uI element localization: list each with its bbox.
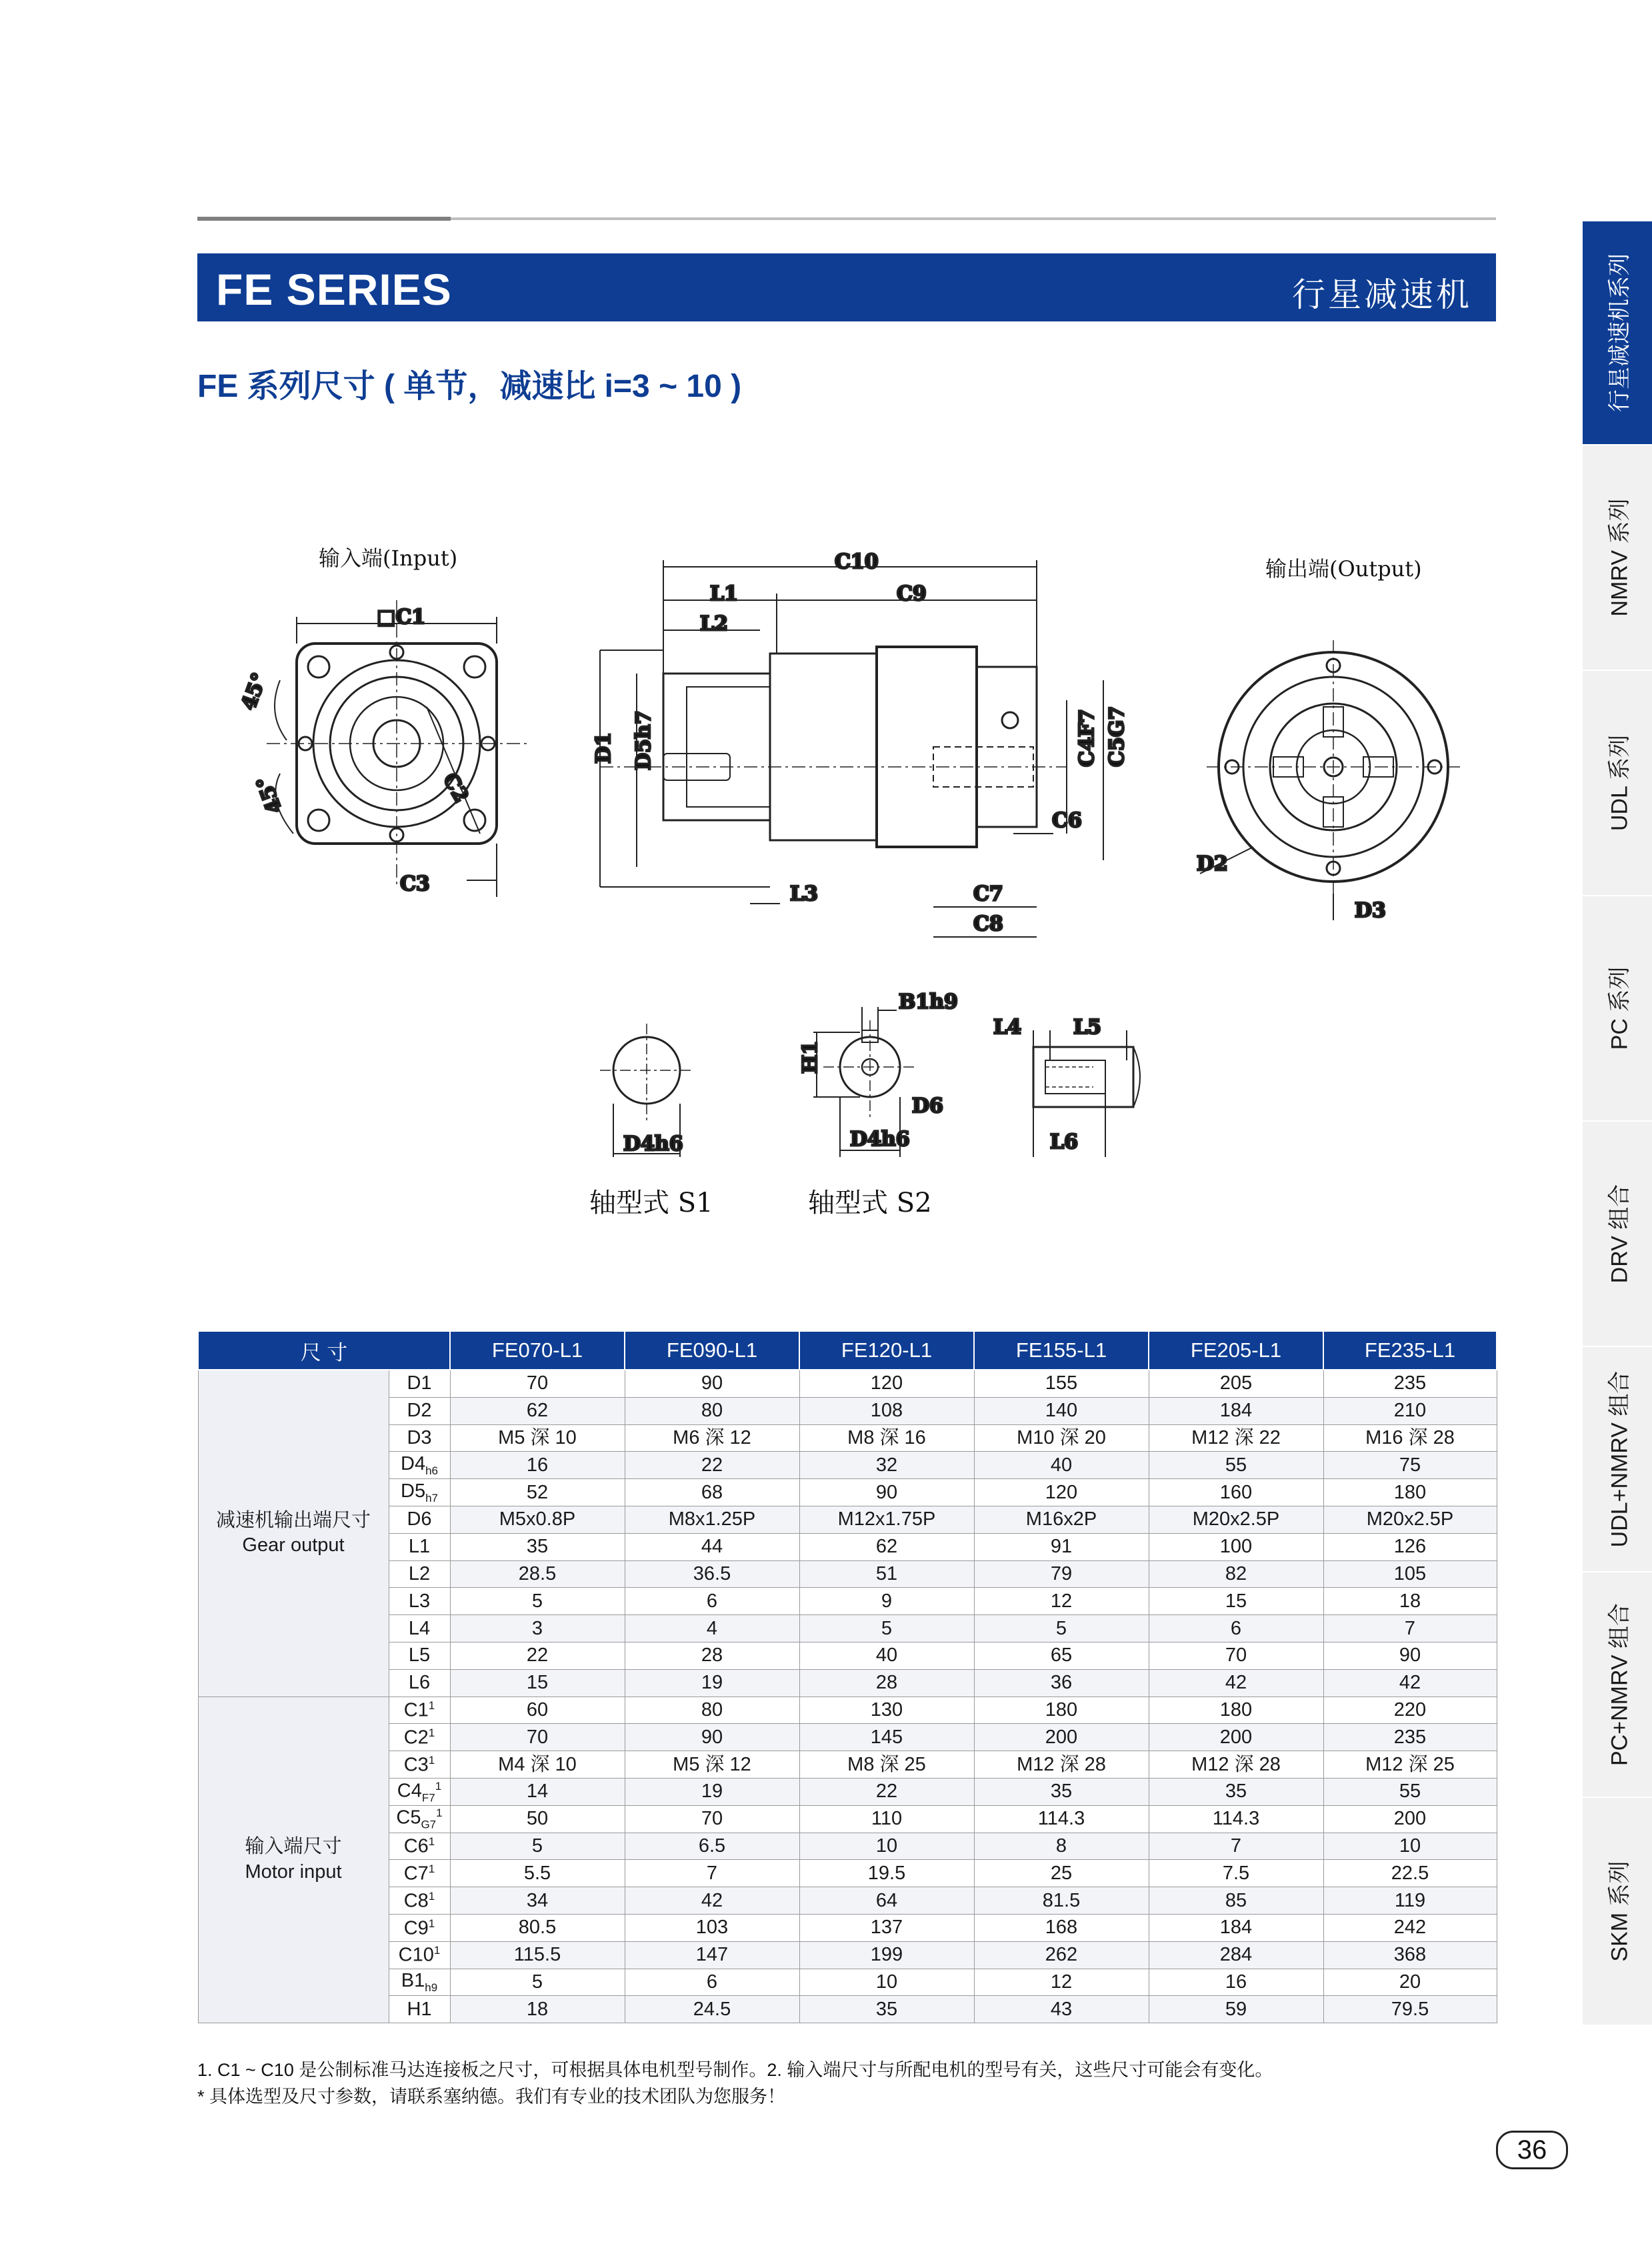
table-cell: 140 <box>974 1397 1149 1424</box>
table-cell: 6 <box>1149 1615 1323 1642</box>
footnotes <box>197 2057 1273 2110</box>
dimension-key-text: D2 <box>407 1400 432 1422</box>
table-cell: 85 <box>1149 1887 1323 1915</box>
dimension-key-text: C5 <box>396 1807 421 1829</box>
table-cell: 235 <box>1323 1370 1497 1397</box>
model-header: FE120-L1 <box>799 1331 974 1370</box>
table-cell: 130 <box>799 1697 974 1724</box>
table-cell: 70 <box>625 1805 799 1833</box>
table-cell: 90 <box>625 1370 799 1397</box>
table-body <box>198 1370 1497 2023</box>
table-cell: 199 <box>799 1941 974 1969</box>
table-cell: 137 <box>799 1914 974 1941</box>
table-row <box>198 1479 1497 1506</box>
shaft-s1-title: 轴型式 S1 <box>589 1188 713 1218</box>
dimension-tolerance: h9 <box>425 1981 438 1994</box>
table-cell: 12 <box>974 1969 1149 1996</box>
table-cell: 40 <box>799 1642 974 1669</box>
label-h1: H1 <box>799 1040 822 1074</box>
dimension-tolerance: h6 <box>425 1464 438 1477</box>
dimension-key <box>389 1615 450 1642</box>
input-view-title: 输入端(Input) <box>319 545 458 571</box>
table-cell: 184 <box>1149 1914 1323 1941</box>
label-c6: C6 <box>1052 809 1082 832</box>
label-c7: C7 <box>973 882 1003 906</box>
side-tab-planetary[interactable]: 行星减速机系列 <box>1583 220 1652 444</box>
table-cell: 35 <box>450 1533 625 1560</box>
table-cell: 81.5 <box>974 1887 1149 1915</box>
table-cell: 59 <box>1149 1996 1323 2023</box>
table-cell: M12x1.75P <box>799 1506 974 1533</box>
table-cell: 25 <box>974 1860 1149 1887</box>
table-cell: 64 <box>799 1887 974 1915</box>
dimension-tolerance: G7 <box>421 1818 437 1831</box>
table-cell: 108 <box>799 1397 974 1424</box>
side-tab-pc-nmrv[interactable]: PC+NMRV 组合 <box>1583 1571 1652 1797</box>
label-angle-bottom: 45° <box>252 773 287 817</box>
dimension-key-text: L6 <box>408 1672 431 1694</box>
group-label-cn: 输入端尺寸 <box>245 1836 342 1858</box>
table-cell: 80.5 <box>450 1914 625 1941</box>
dimension-key <box>389 1941 450 1969</box>
table-cell: 28.5 <box>450 1560 625 1588</box>
dimension-key <box>389 1370 450 1397</box>
table-row <box>198 1969 1497 1996</box>
table-row <box>198 1669 1497 1697</box>
dimension-key <box>389 1697 450 1724</box>
table-cell: 180 <box>974 1697 1149 1724</box>
model-header: FE070-L1 <box>450 1331 625 1370</box>
dimension-key-text: C8 <box>403 1890 429 1912</box>
table-cell: M8 深 25 <box>799 1751 974 1779</box>
table-cell: 205 <box>1149 1370 1323 1397</box>
dimension-key-text: D4 <box>401 1452 426 1474</box>
dimension-key-text: D3 <box>407 1426 432 1448</box>
table-cell: 284 <box>1149 1941 1323 1969</box>
table-cell: 210 <box>1323 1397 1497 1424</box>
label-l1: L1 <box>710 582 738 606</box>
table-row <box>198 1724 1497 1751</box>
dimension-key-text: C6 <box>403 1835 429 1857</box>
table-cell: 114.3 <box>1149 1805 1323 1833</box>
table-cell: 180 <box>1323 1479 1497 1506</box>
output-view-title: 输出端(Output) <box>1265 556 1422 582</box>
table-cell: 79.5 <box>1323 1996 1497 2023</box>
label-l6: L6 <box>1050 1130 1078 1154</box>
side-section-view <box>600 560 1103 937</box>
table-cell: 119 <box>1323 1887 1497 1915</box>
label-c1: □C1 <box>377 606 426 629</box>
label-c3: C3 <box>400 872 430 896</box>
footnote-2: * 具体选型及尺寸参数，请联系塞纳德。我们有专业的技术团队为您服务！ <box>197 2087 786 2107</box>
table-cell: 42 <box>625 1887 799 1915</box>
table-cell: 200 <box>1149 1724 1323 1751</box>
dimension-key-text: C3 <box>403 1754 429 1776</box>
table-cell: 7 <box>1149 1833 1323 1860</box>
table-cell: 200 <box>974 1724 1149 1751</box>
table-cell: 55 <box>1149 1452 1323 1479</box>
table-row <box>198 1751 1497 1779</box>
label-c2: C2 <box>437 769 473 807</box>
input-flange-view <box>267 600 527 897</box>
dimension-key <box>389 1969 450 1996</box>
label-c5: C5G7 <box>1105 706 1129 767</box>
side-tab-drv[interactable]: DRV 组合 <box>1583 1120 1652 1346</box>
table-row <box>198 1588 1497 1615</box>
table-cell: 60 <box>450 1697 625 1724</box>
table-cell: 5 <box>799 1615 974 1642</box>
dimension-key <box>389 1560 450 1588</box>
table-cell: 36 <box>974 1669 1149 1697</box>
table-row <box>198 1452 1497 1479</box>
dimension-tolerance: F7 <box>421 1791 435 1805</box>
table-cell: 242 <box>1323 1914 1497 1941</box>
table-cell: 44 <box>625 1533 799 1560</box>
label-c8: C8 <box>973 912 1003 936</box>
table-cell: 7 <box>625 1860 799 1887</box>
table-cell: 120 <box>974 1479 1149 1506</box>
table-row <box>198 1996 1497 2023</box>
label-d6: D6 <box>912 1094 943 1118</box>
table-cell: 147 <box>625 1941 799 1969</box>
table-cell: 82 <box>1149 1560 1323 1588</box>
dimension-key-text: C9 <box>403 1917 429 1939</box>
table-cell: 6 <box>625 1588 799 1615</box>
table-cell: 115.5 <box>450 1941 625 1969</box>
table-cell: 22.5 <box>1323 1860 1497 1887</box>
model-header: FE155-L1 <box>974 1331 1149 1370</box>
table-cell: 9 <box>799 1588 974 1615</box>
table-row <box>198 1805 1497 1833</box>
label-d4-s1: D4h6 <box>623 1132 683 1156</box>
table-cell: 20 <box>1323 1969 1497 1996</box>
table-cell: 24.5 <box>625 1996 799 2023</box>
table-row <box>198 1860 1497 1887</box>
model-header: FE090-L1 <box>625 1331 799 1370</box>
table-cell: 22 <box>799 1778 974 1805</box>
table-row <box>198 1642 1497 1669</box>
table-cell: 22 <box>450 1642 625 1669</box>
table-cell: 235 <box>1323 1724 1497 1751</box>
table-cell: 36.5 <box>625 1560 799 1588</box>
dimension-key <box>389 1588 450 1615</box>
table-cell: 28 <box>799 1669 974 1697</box>
group-label-cn: 减速机输出端尺寸 <box>215 1509 371 1531</box>
table-cell: 15 <box>1149 1588 1323 1615</box>
table-cell: 10 <box>799 1833 974 1860</box>
table-cell: 100 <box>1149 1533 1323 1560</box>
section-subtitle: FE 系列尺寸 ( 单节，减速比 i=3 ~ 10 ) <box>197 369 742 404</box>
table-cell: 5.5 <box>450 1860 625 1887</box>
table-cell: 65 <box>974 1642 1149 1669</box>
table-cell: M20x2.5P <box>1323 1506 1497 1533</box>
label-d1: D1 <box>592 732 615 764</box>
table-cell: M6 深 12 <box>625 1424 799 1452</box>
table-cell: 22 <box>625 1452 799 1479</box>
dimension-key <box>389 1533 450 1560</box>
table-header-dimension: 尺 寸 <box>198 1331 450 1370</box>
table-cell: 51 <box>799 1560 974 1588</box>
table-header-row <box>198 1331 1497 1370</box>
table-cell: 110 <box>799 1805 974 1833</box>
table-cell: 19.5 <box>799 1860 974 1887</box>
table-cell: 105 <box>1323 1560 1497 1588</box>
dimension-key-text: L2 <box>408 1562 431 1584</box>
footnote-1: 1. C1 ~ C10 是公制标准马达连接板之尺寸，可根据具体电机型号制作。2. 输入端尺寸与所配电机的型号有关，这些尺寸可能会有变化。 <box>197 2060 1273 2080</box>
table-cell: 4 <box>625 1615 799 1642</box>
label-l3: L3 <box>790 882 818 906</box>
table-cell: 14 <box>450 1778 625 1805</box>
dimension-key <box>389 1724 450 1751</box>
shaft-s2-title: 轴型式 S2 <box>808 1188 932 1218</box>
side-tab-udl-nmrv[interactable]: UDL+NMRV 组合 <box>1583 1346 1652 1571</box>
table-cell: 103 <box>625 1914 799 1941</box>
dimension-key <box>389 1424 450 1452</box>
dimension-key-text: C10 <box>398 1944 434 1966</box>
dimension-note-ref: 1 <box>435 1779 442 1793</box>
dimension-key <box>389 1642 450 1669</box>
table-cell: 18 <box>1323 1588 1497 1615</box>
label-c9: C9 <box>897 582 927 606</box>
table-row <box>198 1914 1497 1941</box>
table-cell: 184 <box>1149 1397 1323 1424</box>
table-cell: 40 <box>974 1452 1149 1479</box>
dimension-key <box>389 1887 450 1915</box>
table-cell: 70 <box>1149 1642 1323 1669</box>
dimension-key <box>389 1669 450 1697</box>
table-cell: 34 <box>450 1887 625 1915</box>
table-cell: 42 <box>1323 1669 1497 1697</box>
dimension-note-ref: 1 <box>428 1753 435 1767</box>
dimension-key <box>389 1751 450 1779</box>
table-cell: 16 <box>1149 1969 1323 1996</box>
table-cell: 79 <box>974 1560 1149 1588</box>
table-row <box>198 1887 1497 1915</box>
label-c10: C10 <box>835 550 879 574</box>
table-cell: 28 <box>625 1642 799 1669</box>
dimension-key <box>389 1479 450 1506</box>
table-cell: 50 <box>450 1805 625 1833</box>
table-cell: M16x2P <box>974 1506 1149 1533</box>
group-label-en: Gear output <box>242 1534 345 1556</box>
table-cell: 35 <box>1149 1778 1323 1805</box>
table-cell: M8 深 16 <box>799 1424 974 1452</box>
dimension-note-ref: 1 <box>433 1944 441 1957</box>
table-cell: 70 <box>450 1370 625 1397</box>
table-cell: 75 <box>1323 1452 1497 1479</box>
dimension-key <box>389 1778 450 1805</box>
dimension-note-ref: 1 <box>428 1726 435 1739</box>
dimension-note-ref: 1 <box>428 1835 435 1849</box>
label-l2: L2 <box>700 612 728 636</box>
side-tab-nmrv[interactable]: NMRV 系列 <box>1583 444 1652 670</box>
table-cell: M20x2.5P <box>1149 1506 1323 1533</box>
table-cell: 114.3 <box>974 1805 1149 1833</box>
dimension-key <box>389 1805 450 1833</box>
table-cell: 220 <box>1323 1697 1497 1724</box>
table-row <box>198 1533 1497 1560</box>
dimension-key <box>389 1860 450 1887</box>
table-row <box>198 1778 1497 1805</box>
thread-detail-drawing <box>1033 1030 1140 1157</box>
label-b1: B1h9 <box>899 990 958 1014</box>
side-tab-udl[interactable]: UDL 系列 <box>1583 670 1652 895</box>
dimension-key <box>389 1506 450 1533</box>
dimension-note-ref: 1 <box>428 1699 435 1713</box>
table-cell: 16 <box>450 1452 625 1479</box>
dimension-note-ref: 1 <box>428 1862 435 1875</box>
table-cell: M12 深 25 <box>1323 1751 1497 1779</box>
label-d2: D2 <box>1197 852 1228 876</box>
table-cell: M5 深 12 <box>625 1751 799 1779</box>
dimension-key-text: L4 <box>408 1617 431 1639</box>
table-cell: 7 <box>1323 1615 1497 1642</box>
dimension-key <box>389 1397 450 1424</box>
table-cell: 80 <box>625 1397 799 1424</box>
table-cell: 15 <box>450 1669 625 1697</box>
series-title: FE SERIES <box>216 265 452 314</box>
dimension-key-text: C2 <box>403 1727 429 1749</box>
table-cell: 168 <box>974 1914 1149 1941</box>
output-flange-view <box>1200 640 1460 920</box>
table-cell: M12 深 28 <box>974 1751 1149 1779</box>
label-l5: L5 <box>1073 1016 1101 1039</box>
label-d4-s2: D4h6 <box>850 1128 910 1151</box>
table-cell: 35 <box>974 1778 1149 1805</box>
dimension-note-ref: 1 <box>428 1889 435 1903</box>
table-cell: 160 <box>1149 1479 1323 1506</box>
table-cell: 19 <box>625 1778 799 1805</box>
model-header: FE205-L1 <box>1149 1331 1323 1370</box>
table-cell: 262 <box>974 1941 1149 1969</box>
dimension-tolerance: h7 <box>425 1491 438 1504</box>
table-cell: M5x0.8P <box>450 1506 625 1533</box>
table-cell: 10 <box>1323 1833 1497 1860</box>
table-cell: 43 <box>974 1996 1149 2023</box>
table-cell: 10 <box>799 1969 974 1996</box>
table-cell: 62 <box>799 1533 974 1560</box>
dimension-key-text: D5 <box>401 1480 426 1502</box>
table-cell: 5 <box>450 1588 625 1615</box>
dimension-key-text: C7 <box>403 1863 429 1885</box>
dimension-key-text: L3 <box>408 1590 431 1612</box>
series-category: 行星减速机 <box>1292 276 1472 313</box>
table-cell: M8x1.25P <box>625 1506 799 1533</box>
table-cell: M10 深 20 <box>974 1424 1149 1452</box>
table-cell: M12 深 28 <box>1149 1751 1323 1779</box>
table-row <box>198 1370 1497 1397</box>
side-tab-pc[interactable]: PC 系列 <box>1583 895 1652 1120</box>
dimension-key <box>389 1996 450 2023</box>
table-cell: 90 <box>625 1724 799 1751</box>
table-cell: 68 <box>625 1479 799 1506</box>
table-row <box>198 1833 1497 1860</box>
table-cell: M16 深 28 <box>1323 1424 1497 1452</box>
table-cell: 155 <box>974 1370 1149 1397</box>
table-cell: 3 <box>450 1615 625 1642</box>
table-cell: 200 <box>1323 1805 1497 1833</box>
label-d5: D5h7 <box>632 710 655 770</box>
table-cell: M12 深 22 <box>1149 1424 1323 1452</box>
dimension-key-text: C1 <box>403 1699 429 1721</box>
table-cell: 90 <box>799 1479 974 1506</box>
table-cell: 52 <box>450 1479 625 1506</box>
table-cell: 6 <box>625 1969 799 1996</box>
table-row <box>198 1615 1497 1642</box>
table-cell: 32 <box>799 1452 974 1479</box>
table-cell: 70 <box>450 1724 625 1751</box>
model-header: FE235-L1 <box>1323 1331 1497 1370</box>
table-cell: 19 <box>625 1669 799 1697</box>
table-row <box>198 1560 1497 1588</box>
label-d3: D3 <box>1355 899 1386 922</box>
table-row <box>198 1424 1497 1452</box>
label-angle-top: 45° <box>237 670 272 714</box>
side-tab-skm[interactable]: SKM 系列 <box>1583 1797 1652 2025</box>
dimension-key-text: D6 <box>407 1508 432 1530</box>
table-cell: 91 <box>974 1533 1149 1560</box>
table-row <box>198 1506 1497 1533</box>
dimension-key-text: H1 <box>407 1998 432 2020</box>
table-row <box>198 1941 1497 1969</box>
dimension-key-text: L5 <box>408 1644 431 1666</box>
table-cell: M4 深 10 <box>450 1751 625 1779</box>
table-cell: 120 <box>799 1370 974 1397</box>
table-cell: 5 <box>450 1969 625 1996</box>
table-cell: 62 <box>450 1397 625 1424</box>
label-l4: L4 <box>993 1016 1021 1039</box>
table-cell: 90 <box>1323 1642 1497 1669</box>
group-label <box>198 1697 389 2023</box>
table-cell: 80 <box>625 1697 799 1724</box>
label-c4: C4F7 <box>1075 709 1099 767</box>
table-row <box>198 1397 1497 1424</box>
dimension-note-ref: 1 <box>428 1917 435 1930</box>
table-cell: 368 <box>1323 1941 1497 1969</box>
dimension-key <box>389 1833 450 1860</box>
dimension-key-text: D1 <box>407 1372 432 1394</box>
table-cell: 145 <box>799 1724 974 1751</box>
table-cell: 35 <box>799 1996 974 2023</box>
table-cell: 5 <box>974 1615 1149 1642</box>
table-cell: 6.5 <box>625 1833 799 1860</box>
table-cell: 55 <box>1323 1778 1497 1805</box>
dimension-key-text: L1 <box>408 1536 431 1558</box>
table-cell: M5 深 10 <box>450 1424 625 1452</box>
table-cell: 5 <box>450 1833 625 1860</box>
dimension-note-ref: 1 <box>436 1807 443 1820</box>
table-cell: 18 <box>450 1996 625 2023</box>
table-cell: 42 <box>1149 1669 1323 1697</box>
group-label <box>198 1370 389 1697</box>
table-cell: 8 <box>974 1833 1149 1860</box>
group-label-en: Motor input <box>245 1861 342 1883</box>
table-cell: 7.5 <box>1149 1860 1323 1887</box>
table-cell: 12 <box>974 1588 1149 1615</box>
table-cell: 180 <box>1149 1697 1323 1724</box>
dimension-key-text: B1 <box>401 1970 425 1992</box>
table-cell: 126 <box>1323 1533 1497 1560</box>
dimension-key <box>389 1452 450 1479</box>
dimension-table <box>197 1330 1497 2023</box>
dimension-key-text: C4 <box>397 1780 422 1802</box>
page-number: 36 <box>1496 2131 1568 2169</box>
table-row <box>198 1697 1497 1724</box>
dimension-key <box>389 1914 450 1941</box>
